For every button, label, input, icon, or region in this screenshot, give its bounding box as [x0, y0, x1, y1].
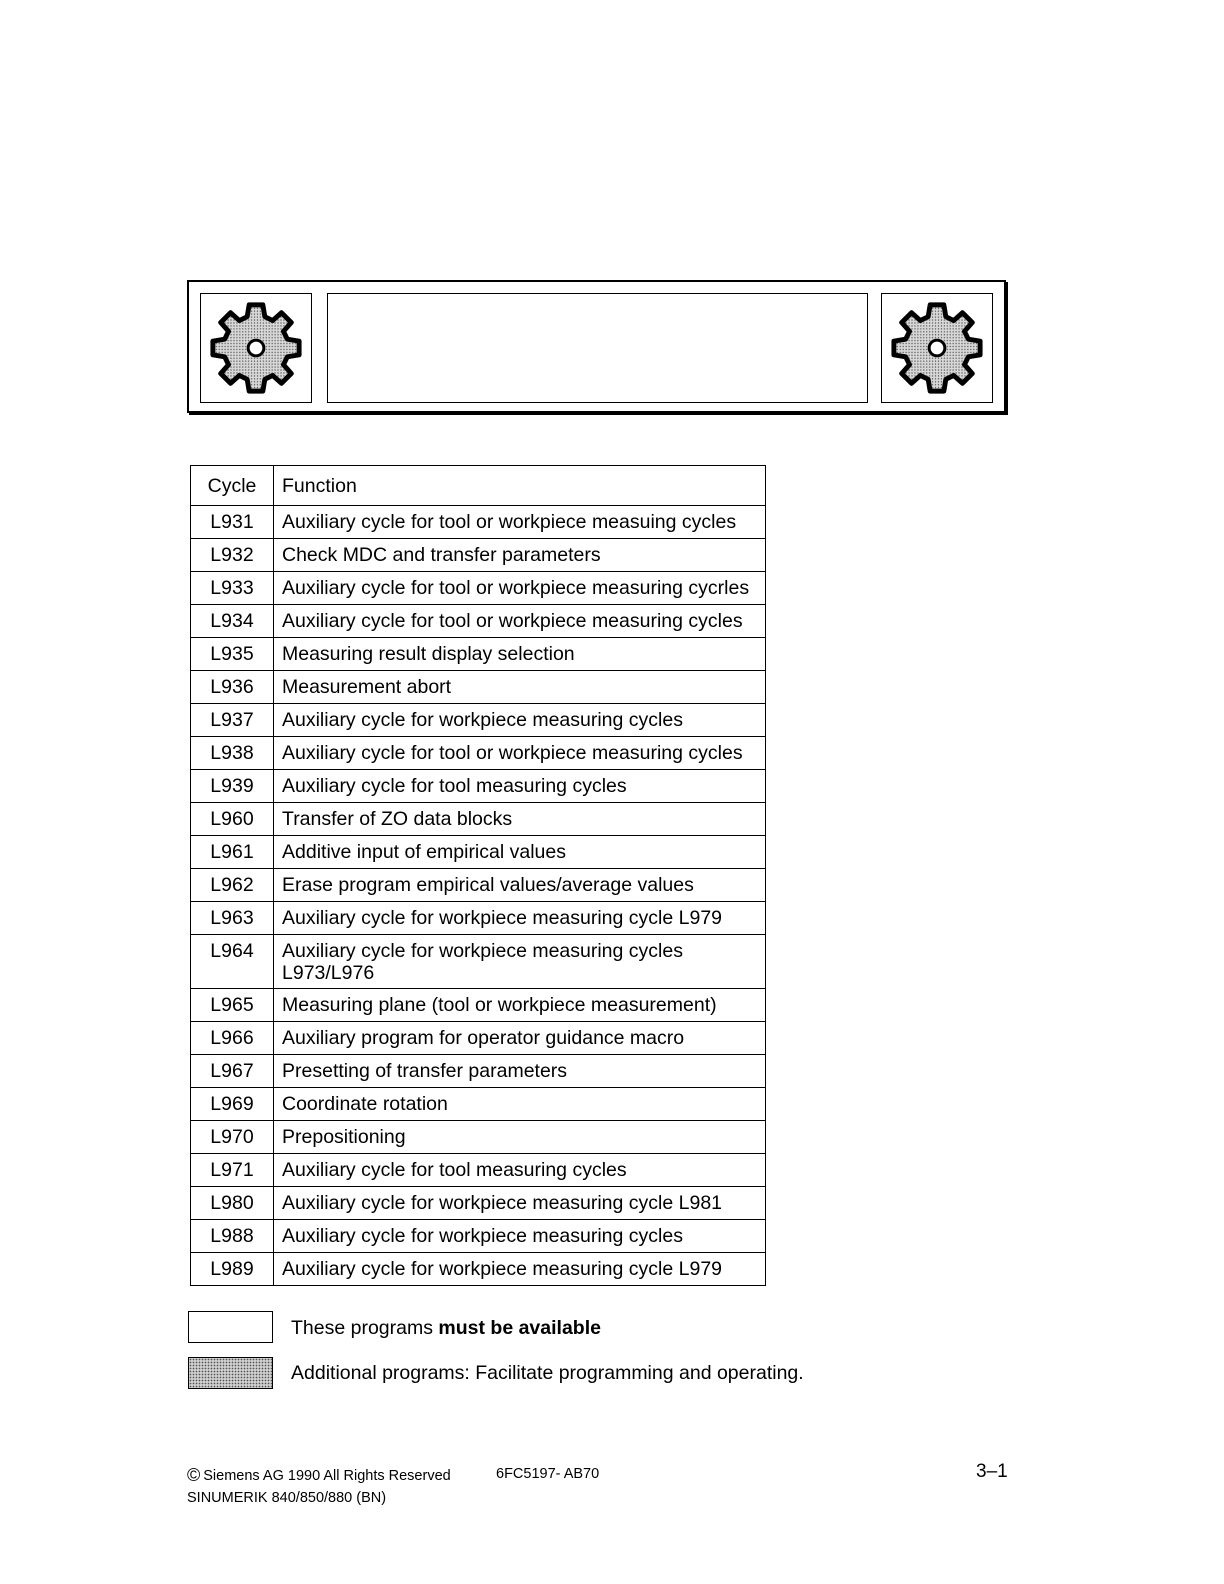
copyright-symbol: © — [187, 1465, 201, 1485]
cycle-function: Auxiliary cycle for workpiece measuring cycles — [282, 709, 683, 731]
footer-model: SINUMERIK 840/850/880 (BN) — [187, 1490, 387, 1506]
cycle-function: Auxiliary cycle for tool or workpiece measuing cycles — [282, 511, 737, 533]
cycle-function: Presetting of transfer parameters — [282, 1060, 568, 1082]
copyright-text: Siemens AG 1990 All Rights Reserved — [203, 1468, 451, 1484]
cycle-id: L934 — [210, 610, 254, 632]
table-header-row — [191, 466, 766, 506]
footer-copyright — [187, 1464, 451, 1485]
table-row — [191, 902, 766, 935]
cycle-function: Auxiliary cycle for workpiece measuring cycle L979 — [282, 907, 723, 929]
cycle-function: Auxiliary cycle for tool or workpiece measuring cycles — [282, 610, 743, 632]
cycle-id: L989 — [210, 1258, 254, 1280]
cycle-function: Prepositioning — [282, 1126, 406, 1148]
cycle-function — [282, 935, 765, 984]
cycle-id: L961 — [210, 841, 254, 863]
cycle-id: L970 — [210, 1126, 254, 1148]
table-row — [191, 1220, 766, 1253]
table-row — [191, 572, 766, 605]
table-row — [191, 638, 766, 671]
cycle-function: Transfer of ZO data blocks — [282, 808, 513, 830]
legend-swatch-additional — [188, 1357, 273, 1389]
table-row — [191, 1055, 766, 1088]
table-row — [191, 1187, 766, 1220]
gear-frame-right — [881, 293, 993, 403]
cycle-function: Auxiliary cycle for tool or workpiece measuring cycles — [282, 742, 743, 764]
legend-text-required — [291, 1317, 601, 1340]
cycle-function-line1: Auxiliary cycle for workpiece measuring cycles — [282, 940, 683, 962]
table-row — [191, 506, 766, 539]
legend-swatch-required — [188, 1311, 273, 1343]
table-row — [191, 803, 766, 836]
cycle-id: L969 — [210, 1093, 254, 1115]
cycle-function: Erase program empirical values/average values — [282, 874, 694, 896]
cycle-function: Auxiliary cycle for workpiece measuring cycle L981 — [282, 1192, 723, 1214]
table-row — [191, 704, 766, 737]
table-row — [191, 869, 766, 902]
table-row — [191, 1022, 766, 1055]
table-row — [191, 989, 766, 1022]
cycle-function: Measuring result display selection — [282, 643, 575, 665]
cycle-id: L962 — [210, 874, 254, 896]
footer-order-code: 6FC5197- AB70 — [496, 1466, 600, 1482]
legend-text-additional: Additional programs: Facilitate programming and operating. — [291, 1362, 804, 1384]
gear-icon — [207, 299, 305, 397]
table-row — [191, 605, 766, 638]
cycle-function: Auxiliary cycle for tool or workpiece measuring cycrles — [282, 577, 750, 599]
cycle-function: Auxiliary cycle for workpiece measuring cycles — [282, 1225, 683, 1247]
table-row — [191, 1154, 766, 1187]
table-row — [191, 770, 766, 803]
cycle-id: L938 — [210, 742, 254, 764]
gear-frame-left — [200, 293, 312, 403]
cycle-id: L965 — [210, 994, 254, 1016]
cycle-function: Auxiliary program for operator guidance macro — [282, 1027, 685, 1049]
cycle-id: L971 — [210, 1159, 254, 1181]
cycle-id: L936 — [210, 676, 254, 698]
cycle-function: Auxiliary cycle for tool measuring cycles — [282, 775, 627, 797]
gear-icon — [888, 299, 986, 397]
cycle-id: L988 — [210, 1225, 254, 1247]
cycle-id: L939 — [210, 775, 254, 797]
cycle-function: Check MDC and transfer parameters — [282, 544, 601, 566]
cycle-id: L937 — [210, 709, 254, 731]
legend-required-prefix: These programs — [291, 1317, 439, 1339]
table-row — [191, 671, 766, 704]
banner-title-box — [327, 293, 868, 403]
cycle-id: L966 — [210, 1027, 254, 1049]
cycle-id: L932 — [210, 544, 254, 566]
column-header-function: Function — [274, 466, 766, 506]
cycle-function-line2: L973/L976 — [282, 962, 375, 984]
cycle-function: Coordinate rotation — [282, 1093, 448, 1115]
cycle-id: L967 — [210, 1060, 254, 1082]
table-row — [191, 539, 766, 572]
cycle-function: Auxiliary cycle for workpiece measuring cycle L979 — [282, 1258, 723, 1280]
table-row — [191, 935, 766, 989]
cycle-id: L964 — [210, 940, 254, 962]
page-number: 3–1 — [976, 1461, 1008, 1482]
cycle-function: Measuring plane (tool or workpiece measurement) — [282, 994, 717, 1016]
table-row — [191, 1088, 766, 1121]
table-row — [191, 836, 766, 869]
cycle-id: L935 — [210, 643, 254, 665]
table-row — [191, 1253, 766, 1286]
legend-required-bold: must be available — [438, 1317, 601, 1339]
cycle-id: L931 — [210, 511, 254, 533]
cycle-function: Additive input of empirical values — [282, 841, 566, 863]
cycle-function: Auxiliary cycle for tool measuring cycles — [282, 1159, 627, 1181]
header-banner — [187, 280, 1006, 413]
table-row — [191, 1121, 766, 1154]
table-row — [191, 737, 766, 770]
cycle-id: L963 — [210, 907, 254, 929]
cycles-table — [190, 465, 766, 1286]
cycle-function: Measurement abort — [282, 676, 452, 698]
cycle-id: L960 — [210, 808, 254, 830]
cycle-id: L933 — [210, 577, 254, 599]
column-header-cycle: Cycle — [191, 466, 274, 506]
cycle-id: L980 — [210, 1192, 254, 1214]
